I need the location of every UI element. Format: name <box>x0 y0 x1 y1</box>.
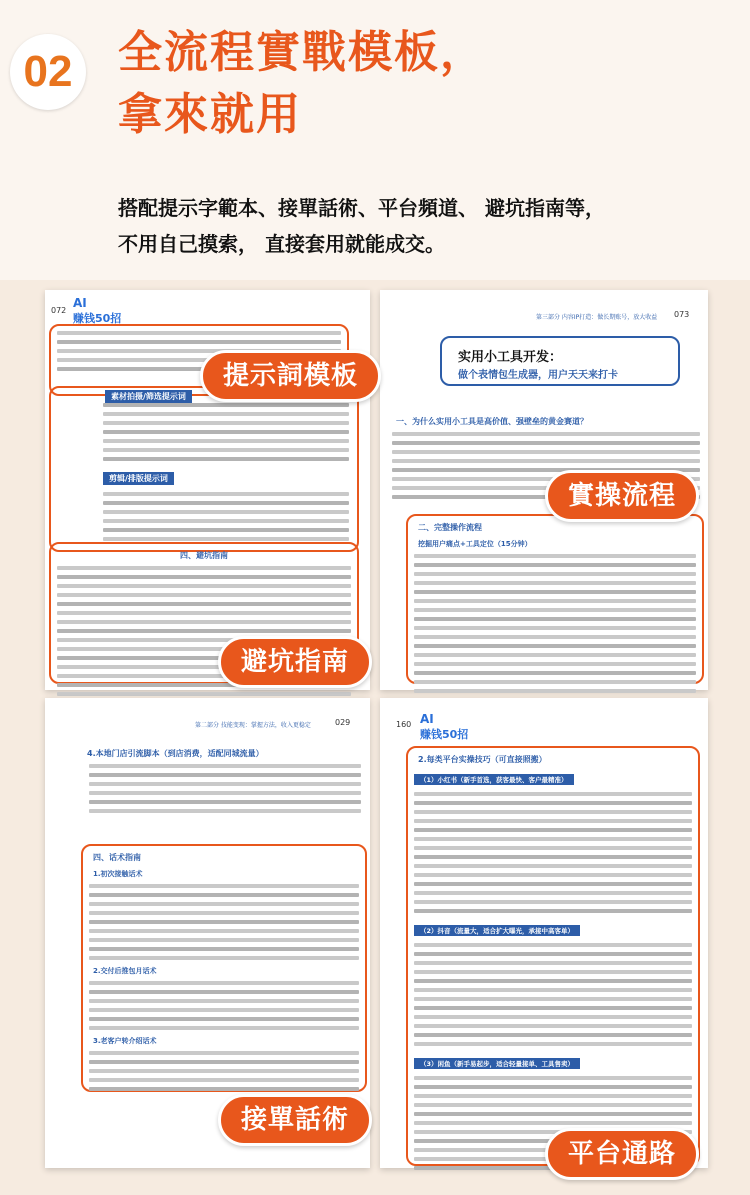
tool-callout <box>440 336 680 386</box>
section-badge: 02 <box>10 34 86 110</box>
title-line-1: 全流程實戰模板， <box>118 27 486 78</box>
script-box <box>81 844 367 1092</box>
page-number: 160 <box>396 720 412 729</box>
section-title: 剪辑/排版提示词 <box>103 472 174 485</box>
label-prompt-template: 提示詞模板 <box>200 350 381 402</box>
label-practical-flow: 實操流程 <box>545 470 699 522</box>
step-title: 1.初次接触话术 <box>93 870 143 878</box>
callout-title: 实用小工具开发： <box>458 350 563 365</box>
section-title: 四、避坑指南 <box>180 551 228 560</box>
label-pitfall-guide: 避坑指南 <box>218 636 372 688</box>
prompt-outline <box>49 386 359 552</box>
label-platform-channel: 平台通路 <box>545 1128 699 1180</box>
title-line-2: 拿來就用 <box>118 89 302 140</box>
page-number: 073 <box>674 310 690 319</box>
running-header: 第三部分 内容IP打造：做长期账号，放大收益 <box>536 314 658 321</box>
page-title <box>118 22 486 146</box>
platform-title: （3）闲鱼（新手易起步，适合轻量接单、工具售卖） <box>414 1058 580 1069</box>
section-title: 四、话术指南 <box>93 853 141 862</box>
section-title: 2.每类平台实操技巧（可直接照搬） <box>418 755 547 764</box>
step-title: 挖掘用户痛点+工具定位（15分钟） <box>418 540 532 548</box>
section-title: 素材拍摄/筛选提示词 <box>105 390 192 403</box>
book-page-160 <box>380 698 708 1168</box>
brand-logo: AI 赚钱50招 <box>420 712 469 741</box>
section-title: 一、为什么实用小工具是高价值、强壁垒的黄金赛道？ <box>396 417 588 426</box>
step-title: 3.老客户转介绍话术 <box>93 1037 157 1045</box>
platform-title: （2）抖音（流量大，适合扩大曝光，承接中高客单） <box>414 925 580 936</box>
callout-subtitle: 做个表情包生成器，用户天天来打卡 <box>458 370 618 381</box>
platform-box <box>406 746 700 1166</box>
page-number: 029 <box>335 718 351 727</box>
subtitle-line-1: 搭配提示字範本、接單話術、平台頻道、 避坑指南等， <box>118 196 605 220</box>
page-number: 072 <box>51 306 67 315</box>
section-title: 二、完整操作流程 <box>418 523 482 532</box>
step-title: 2.交付后推包月话术 <box>93 967 157 975</box>
label-order-script: 接單話術 <box>218 1094 372 1146</box>
subtitle <box>118 190 738 262</box>
platform-title: （1）小红书（新手首选，获客最快、客户最精准） <box>414 774 574 785</box>
flow-box <box>406 514 704 684</box>
section-title: 4.本地门店引流脚本（到店消费，适配同城流量） <box>87 749 264 758</box>
brand-logo: AI 赚钱50招 <box>73 296 122 325</box>
subtitle-line-2: 不用自己摸索， 直接套用就能成交。 <box>118 232 445 256</box>
running-header: 第二部分 技能变现：掌握方法，收入更稳定 <box>195 722 311 729</box>
